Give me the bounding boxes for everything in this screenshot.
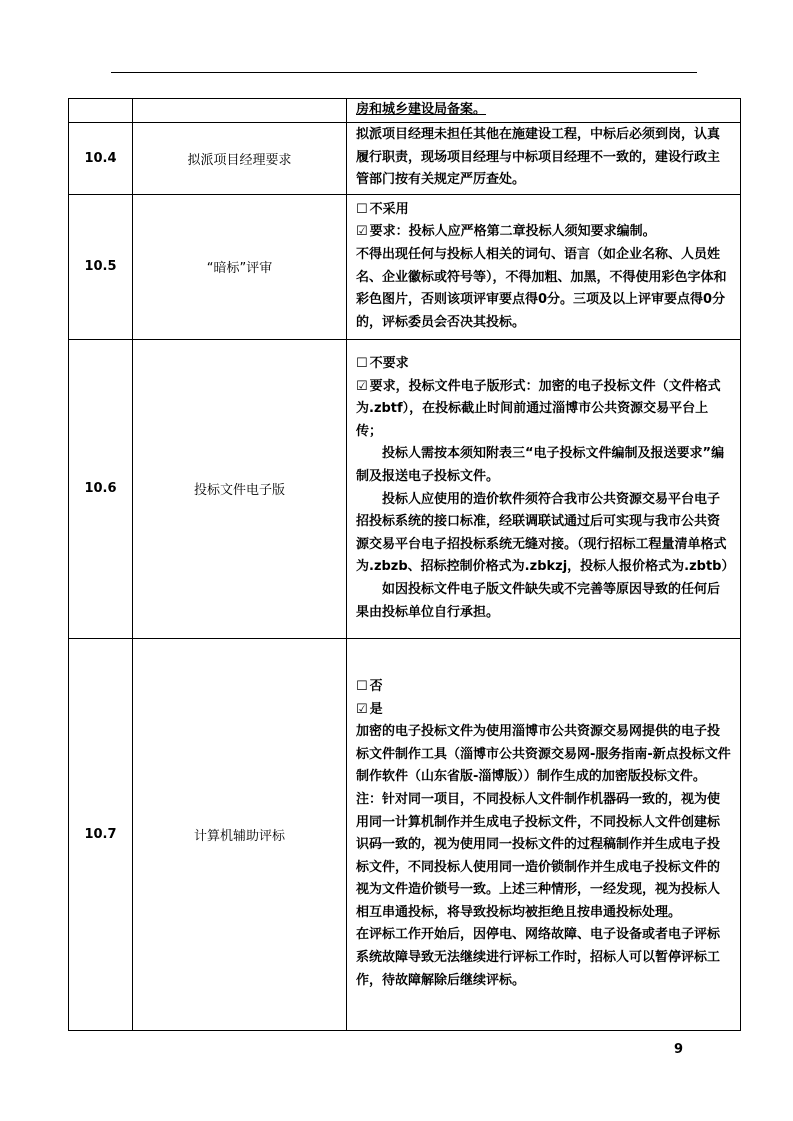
checkbox-empty-icon: ☐ [356, 356, 368, 372]
option-checked [356, 699, 732, 722]
option-label: 不采用 [369, 201, 409, 217]
checkbox-empty-icon: ☐ [356, 678, 368, 694]
item-name: 投标文件电子版 [133, 339, 347, 638]
item-description [347, 638, 741, 1030]
item-name [133, 99, 347, 123]
option-label: 是 [369, 701, 383, 717]
option-checked [356, 376, 732, 444]
checkbox-checked-icon: ☑ [356, 378, 368, 394]
desc-line: 投标人需按本须知附表三“电子投标文件编制及报送要求”编制及报送电子投标文件。 [356, 446, 725, 484]
option-label: 要求：投标人应严格第二章投标人须知要求编制。 [369, 224, 656, 240]
item-description [347, 122, 741, 194]
checkbox-checked-icon: ☑ [356, 224, 368, 240]
option-unchecked [356, 353, 732, 376]
item-description [347, 339, 741, 638]
checkbox-empty-icon: ☐ [356, 201, 368, 217]
item-description [347, 194, 741, 339]
item-number: 10.7 [69, 638, 133, 1030]
item-number [69, 99, 133, 123]
header-rule [111, 72, 697, 73]
option-unchecked [356, 676, 732, 699]
item-name: 计算机辅助评标 [133, 638, 347, 1030]
desc-line: 投标人应使用的造价软件须符合我市公共资源交易平台电子招投标系统的接口标准，经联调联试通过后可实现与我市公共资源交易平台电子招投标系统无缝对接。（现行招标工程量清单格式为.zbzb、招标控制价格式为.zbkzj，投标人报价格式为.zbtb） [356, 491, 735, 575]
table-row [69, 638, 741, 1030]
page-number: 9 [674, 1042, 684, 1057]
item-number: 10.6 [69, 339, 133, 638]
table-row [69, 194, 741, 339]
option-unchecked [356, 199, 732, 222]
item-description [347, 99, 741, 123]
requirements-table [68, 98, 741, 1031]
option-checked [356, 221, 732, 244]
checkbox-checked-icon: ☑ [356, 701, 368, 717]
option-label: 不要求 [369, 356, 409, 372]
desc-line: 不得出现任何与投标人相关的词句、语言（如企业名称、人员姓名、企业徽标或符号等），不得加粗、加黑，不得使用彩色字体和彩色图片，否则该项评审要点得0分。三项及以上评审要点得0分的，评标委员会否决其投标。 [356, 247, 727, 330]
item-number: 10.4 [69, 122, 133, 194]
desc-line: 房和城乡建设局备案。 [356, 102, 487, 117]
item-name: 拟派项目经理要求 [133, 122, 347, 194]
item-name: “暗标”评审 [133, 194, 347, 339]
table-row [69, 122, 741, 194]
option-label: 否 [369, 678, 383, 694]
item-number: 10.5 [69, 194, 133, 339]
desc-line: 拟派项目经理未担任其他在施建设工程，中标后必须到岗，认真履行职责，现场项目经理与中标项目经理不一致的，建设行政主管部门按有关规定严厉查处。 [356, 127, 721, 188]
table-row [69, 99, 741, 123]
desc-line: 如因投标文件电子版文件缺失或不完善等原因导致的任何后果由投标单位自行承担。 [356, 581, 721, 620]
desc-line: 加密的电子投标文件为使用淄博市公共资源交易网提供的电子投标文件制作工具（淄博市公共资源交易网-服务指南-新点投标文件制作软件（山东省版-淄博版））制作生成的加密版投标文件。 [356, 724, 731, 785]
table-row [69, 339, 741, 638]
desc-line: 在评标工作开始后，因停电、网络故障、电子设备或者电子评标系统故障导致无法继续进行评标工作时，招标人可以暂停评标工作，待故障解除后继续评标。 [356, 927, 721, 988]
option-label: 要求，投标文件电子版形式：加密的电子投标文件（文件格式为.zbtf），在投标截止时间前通过淄博市公共资源交易平台上传； [356, 378, 721, 439]
desc-line: 注：针对同一项目，不同投标人文件制作机器码一致的，视为使用同一计算机制作并生成电子投标文件，不同投标人文件创建标识码一致的，视为使用同一投标文件的过程稿制作并生成电子投标文件，不同投标人使用同一造价锁制作并生成电子投标文件的视为文件造价锁号一致。上述三种情形，一经发现，视为投标人相互串通投标，将导致投标均被拒绝且按串通投标处理。 [356, 791, 721, 920]
